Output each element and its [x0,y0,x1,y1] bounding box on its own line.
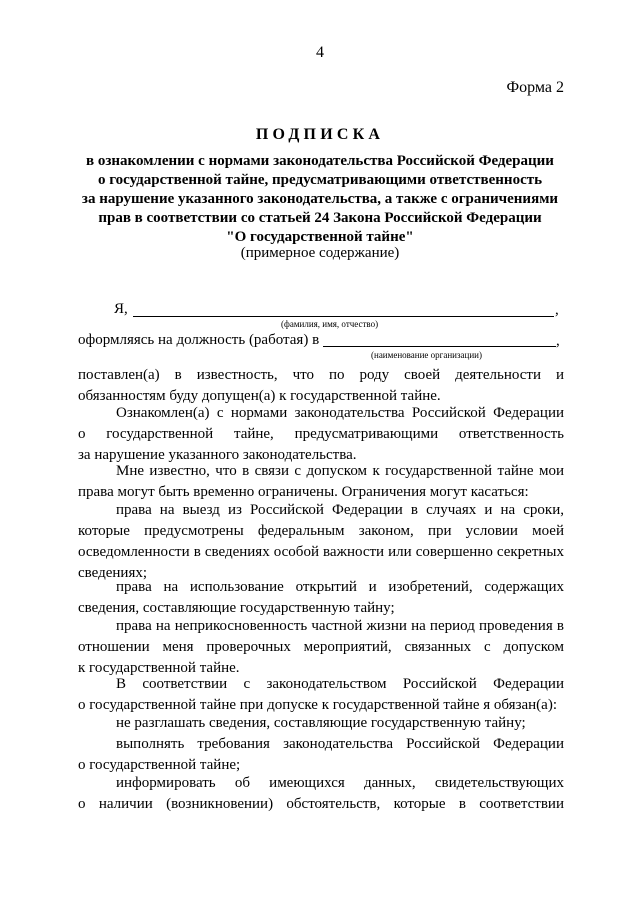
paragraph [78,674,564,716]
paragraph-line: за нарушение указанного законодательства. [78,447,357,463]
heading-line: в ознакомлении с нормами законодательства Российской Федерации [86,153,554,169]
organization-blank-line[interactable] [323,346,556,347]
paragraph [78,500,564,584]
subtitle: (примерное содержание) [240,245,400,261]
name-caption: (фамилия, имя, отчество) [281,319,379,329]
paragraph-line: права могут быть временно ограничены. Ограничения могут касаться: [78,484,529,500]
paragraph-line: информировать об имеющихся данных, свидетельствующих [116,775,564,791]
paragraph-line: права на неприкосновенность частной жизни на период проведения в [116,618,564,634]
position-prefix: оформляясь на должность (работая) в [78,332,320,348]
document-title: ПОДПИСКА [255,126,385,143]
paragraph-line: не разглашать сведения, составляющие государственную тайну; [116,715,526,731]
organization-caption: (наименование организации) [371,350,482,360]
paragraph-line: права на выезд из Российской Федерации в случаях и на сроки, [116,502,564,518]
heading-line: за нарушение указанного законодательства, а также с ограничениями [81,191,559,207]
paragraph-line: поставлен(а) в известность, что по роду своей деятельности и [78,367,564,383]
document-heading [60,152,580,247]
paragraph [78,734,564,776]
paragraph-line: осведомленности в сведениях особой важности или совершенно секретных [78,544,564,560]
paragraph [78,461,564,503]
position-suffix: , [556,333,560,349]
page-number: 4 [316,44,324,61]
paragraph-line: к государственной тайне. [78,660,240,676]
paragraph-line: о наличии (возникновении) обстоятельств, которые в соответствии [78,796,564,812]
name-prefix: Я, [114,301,128,317]
paragraph-line: В соответствии с законодательством Российской Федерации [116,676,564,692]
heading-line: прав в соответствии со статьей 24 Закона Российской Федерации [98,210,542,226]
heading-line: о государственной тайне, предусматривающими ответственность [97,172,543,188]
paragraph [78,773,564,815]
paragraph-line: выполнять требования законодательства Российской Федерации [116,736,564,752]
paragraph-line: о государственной тайне при допуске к государственной тайне я обязан(а): [78,697,557,713]
paragraph-line: сведениях; [78,565,148,581]
paragraph-line: Ознакомлен(а) с нормами законодательства Российской Федерации [116,405,564,421]
paragraph-line: обязанностям буду допущен(а) к государственной тайне. [78,388,441,404]
heading-line: "О государственной тайне" [226,229,414,245]
form-label: Форма 2 [506,79,564,96]
name-blank-line[interactable] [133,316,554,317]
paragraph-line: сведения, составляющие государственную тайну; [78,600,395,616]
paragraph-line: о государственной тайне; [78,757,241,773]
paragraph-line: Мне известно, что в связи с допуском к государственной тайне мои [116,463,564,479]
paragraph-line: отношении меня проверочных мероприятий, связанных с допуском [78,639,564,655]
name-suffix: , [555,302,559,318]
paragraph [78,713,564,734]
paragraph-line: которые предусмотрены федеральным законом, при условии моей [78,523,564,539]
paragraph [78,365,564,407]
paragraph [78,403,564,466]
paragraph-line: о государственной тайне, предусматривающими ответственность [78,426,564,442]
paragraph [78,616,564,679]
paragraph-line: права на использование открытий и изобретений, содержащих [116,579,564,595]
paragraph [78,577,564,619]
